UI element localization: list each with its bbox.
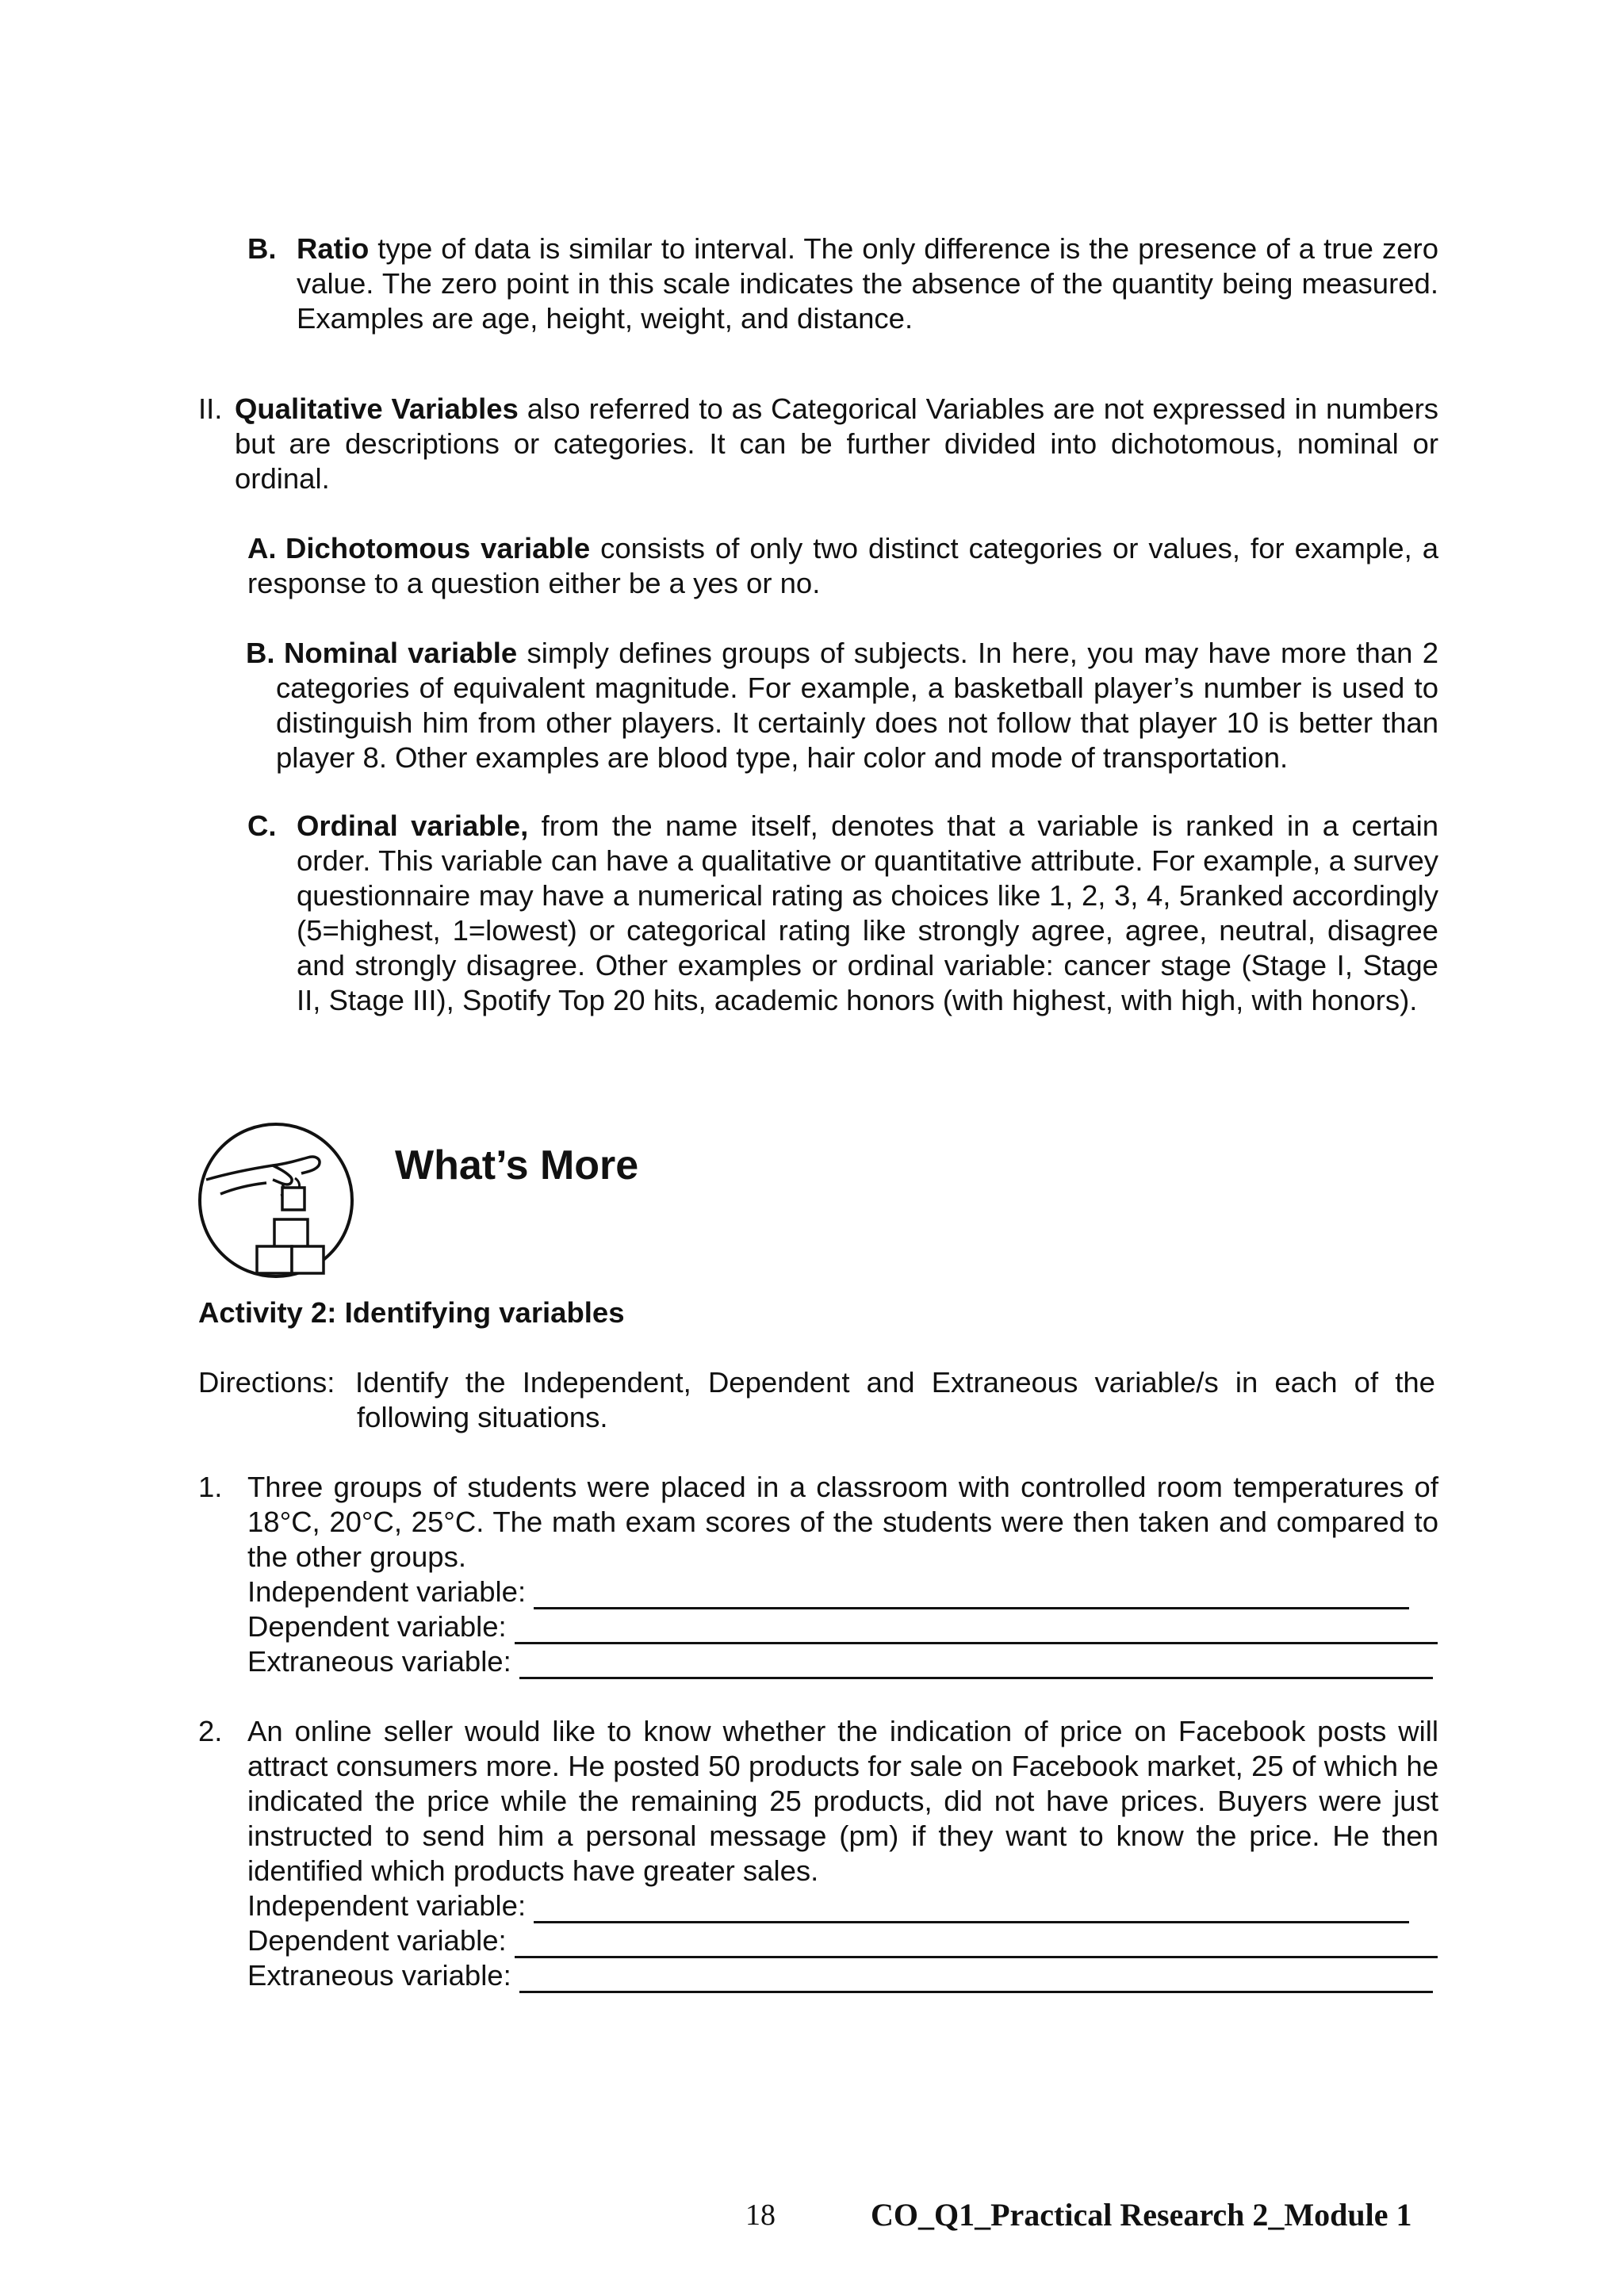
qualitative-marker: II. [198,392,223,425]
item-1-independent-label: Independent variable: [247,1575,527,1608]
page-number: 18 [745,2198,776,2232]
activity-title: Activity 2: Identifying variables [198,1296,625,1329]
nominal-marker: B. [246,637,275,669]
item-2-dependent-row [247,1923,1438,1958]
dichotomous-paragraph [247,531,1438,601]
item-1-extraneous-label: Extraneous variable: [247,1645,511,1678]
item-1-extraneous-row [247,1644,1433,1679]
nominal-term: Nominal variable [284,637,518,669]
item-2-text: An online seller would like to know whether the indication of price on Facebook posts will attract consumers more. He posted 50 products for sale on Facebook market, 25 of which he indicated the price while the remaining 25 products, did not have prices. Buyers were just instructed to send him a personal message (pm) if they want to know the price. He then identified which products have greater sales. [247,1715,1438,1887]
nominal-paragraph [276,636,1438,775]
item-2-extraneous-answer-line[interactable] [519,1962,1433,1993]
item-2-extraneous-label: Extraneous variable: [247,1959,511,1992]
ordinal-term: Ordinal variable, [297,809,529,842]
ratio-term: Ratio [297,232,370,265]
ratio-paragraph [297,232,1438,336]
item-2-dependent-answer-line[interactable] [515,1927,1438,1958]
ordinal-paragraph [297,809,1438,1018]
item-1-independent-row [247,1575,1409,1609]
module-code: CO_Q1_Practical Research 2_Module 1 [871,2197,1412,2233]
hand-stacking-blocks-icon [197,1121,355,1280]
qualitative-paragraph [235,392,1438,496]
item-2-independent-answer-line[interactable] [534,1892,1409,1923]
item-1-number: 1. [198,1471,223,1503]
item-1-dependent-answer-line[interactable] [515,1613,1438,1644]
ordinal-text: from the name itself, denotes that a variable is ranked in a certain order. This variable can have a qualitative or quantitative attribute. For example, a survey questionnaire may have a numerical rating as choices like 1, 2, 3, 4, 5ranked accordingly (5=highest, 1=lowest) or categorical rating like strongly agree, agree, neutral, disagree and strongly disagree. Other examples or ordinal variable: cancer stage (Stage I, Stage II, Stage III), Spotify Top 20 hits, academic honors (with highest, with high, with honors). [297,809,1438,1016]
item-2-independent-label: Independent variable: [247,1889,527,1922]
item-2-extraneous-row [247,1958,1433,1993]
item-1-text: Three groups of students were placed in a classroom with controlled room temperatures of 18°C, 20°C, 25°C. The math exam scores of the students were then taken and compared to the other groups. [247,1471,1438,1573]
qualitative-text: also referred to as Categorical Variables are not expressed in numbers but are descriptions or categories. It can be further divided into dichotomous, nominal or ordinal. [235,392,1438,495]
item-2-independent-row [247,1888,1409,1923]
item-2-number: 2. [198,1715,223,1747]
dichotomous-marker: A. [247,532,277,564]
item-1-dependent-row [247,1609,1438,1644]
nominal-text: simply defines groups of subjects. In here, you may have more than 2 categories of equivalent magnitude. For example, a basketball player’s number is used to distinguish him from other players. It certainly does not follow that player 10 is better than player 8. Other examples are blood type, hair color and mode of transportation. [276,637,1438,774]
qualitative-term: Qualitative Variables [235,392,519,425]
ratio-marker: B. [247,232,277,265]
item-2-dependent-label: Dependent variable: [247,1924,507,1957]
item-1-independent-answer-line[interactable] [534,1578,1409,1609]
ratio-text: type of data is similar to interval. The only difference is the presence of a true zero value. The zero point in this scale indicates the absence of the quantity being measured. Examples are age, height, weight, and distance. [297,232,1438,335]
item-1-extraneous-answer-line[interactable] [519,1648,1433,1679]
whats-more-heading: What’s More [395,1142,639,1188]
directions-label: Directions: [198,1366,335,1399]
dichotomous-text: consists of only two distinct categories or values, for example, a response to a question either be a yes or no. [247,532,1438,599]
directions-text: Identify the Independent, Dependent and Extraneous variable/s in each of the following situations. [355,1366,1435,1433]
dichotomous-term: Dichotomous variable [285,532,591,564]
item-1-dependent-label: Dependent variable: [247,1610,507,1643]
ordinal-marker: C. [247,809,277,842]
